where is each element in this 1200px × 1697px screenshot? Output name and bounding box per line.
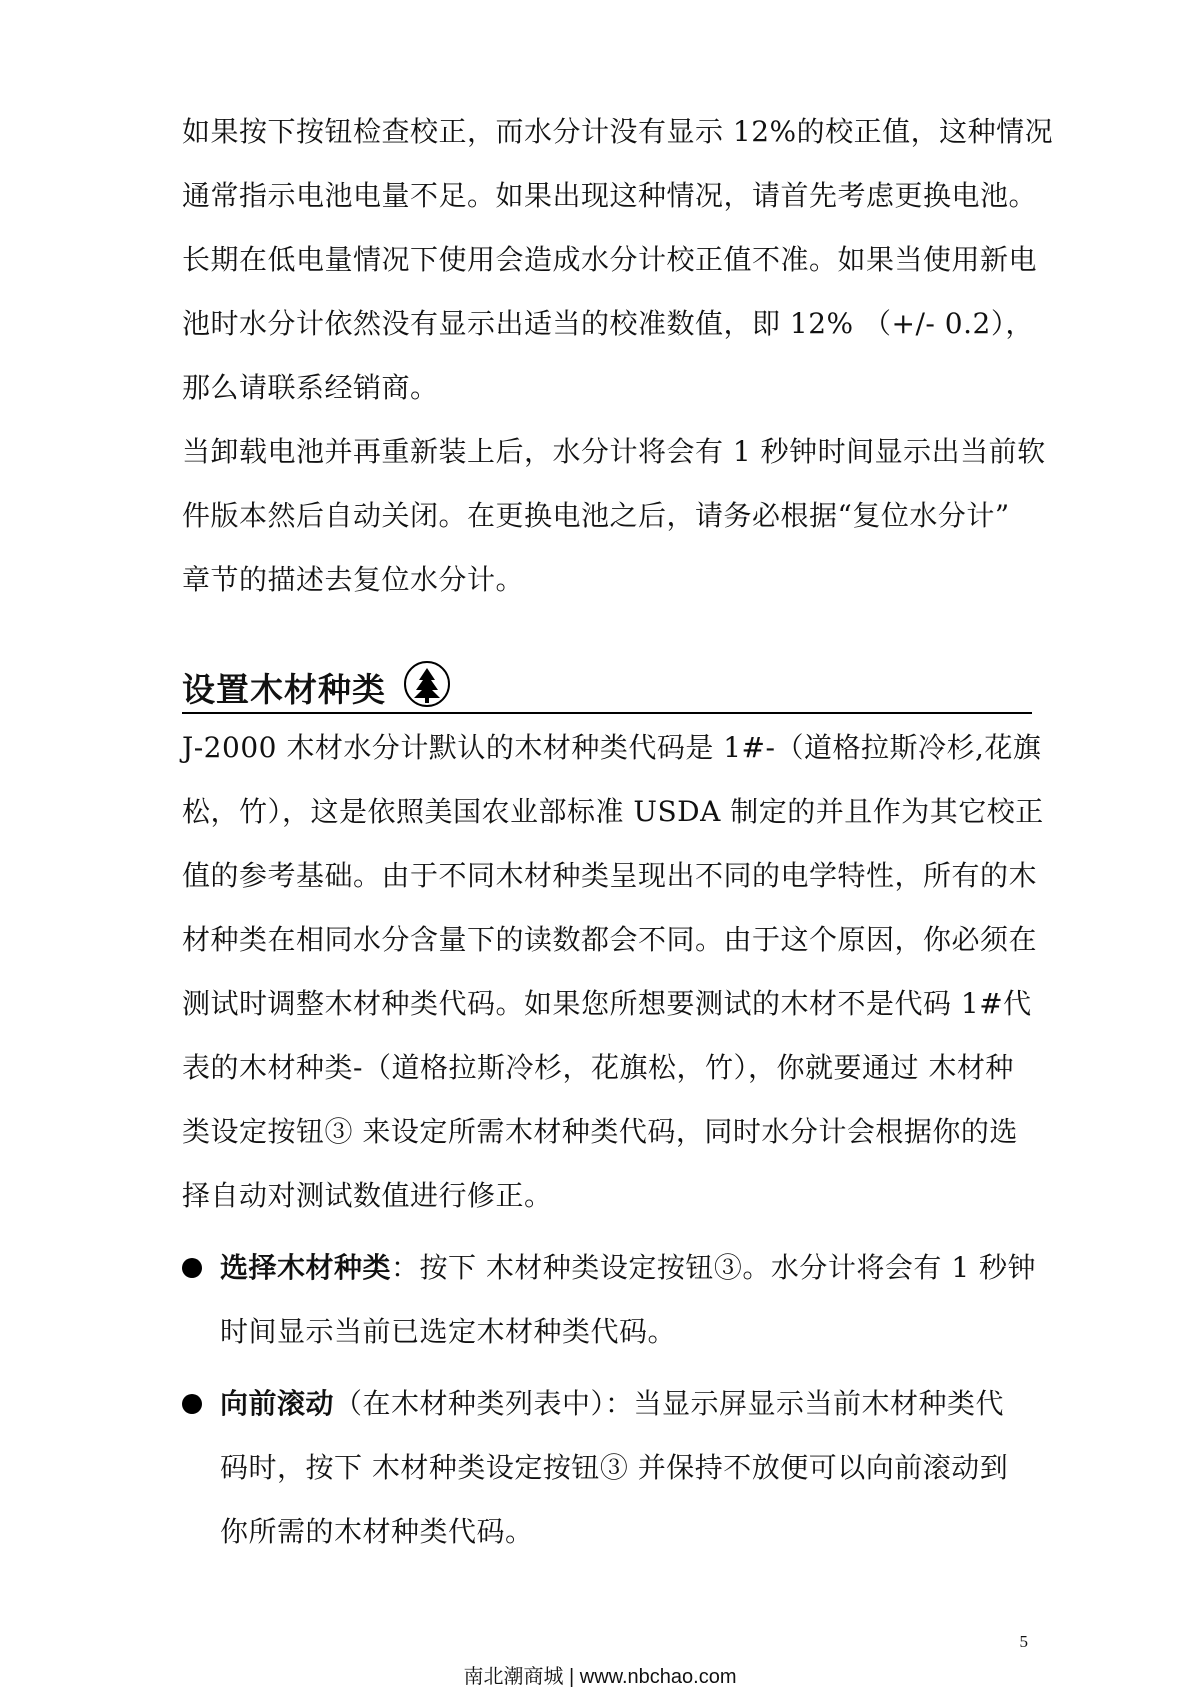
bullet-icon (182, 1394, 202, 1414)
text-line: J-2000 木材水分计默认的木材种类代码是 1#-（道格拉斯冷杉,花旗 (182, 731, 1042, 764)
intro-paragraph (182, 100, 1054, 612)
bullet-term: 选择木材种类 (220, 1251, 392, 1284)
text-line: 池时水分计依然没有显示出适当的校准数值，即 12% （+/- 0.2）， (182, 307, 1034, 340)
text-line: 当卸载电池并再重新装上后，水分计将会有 1 秒钟时间显示出当前软 (182, 435, 1046, 468)
text-line: 类设定按钮③ 来设定所需木材种类代码，同时水分计会根据你的选 (182, 1115, 1018, 1148)
text-line: 码时，按下 木材种类设定按钮③ 并保持不放便可以向前滚动到 (220, 1451, 1009, 1484)
tree-icon (403, 660, 451, 708)
bullet-icon (182, 1258, 202, 1278)
text-line: 长期在低电量情况下使用会造成水分计校正值不准。如果当使用新电 (182, 243, 1038, 276)
bullet-item (182, 1236, 1037, 1364)
text-line: 松，竹），这是依照美国农业部标准 USDA 制定的并且作为其它校正 (182, 795, 1044, 828)
text-line: 件版本然后自动关闭。在更换电池之后，请务必根据“复位水分计” (182, 499, 1010, 532)
section-title: 设置木材种类 (182, 670, 386, 709)
text-line: 章节的描述去复位水分计。 (182, 563, 525, 596)
text-line: 值的参考基础。由于不同木材种类呈现出不同的电学特性，所有的木 (182, 859, 1038, 892)
text-line: 择自动对测试数值进行修正。 (182, 1179, 553, 1212)
text-line: 通常指示电池电量不足。如果出现这种情况，请首先考虑更换电池。 (182, 179, 1038, 212)
section-body (182, 716, 1044, 1228)
bullet-first-line (220, 1372, 1032, 1436)
text-line: 你所需的木材种类代码。 (220, 1515, 534, 1548)
text-line: 材种类在相同水分含量下的读数都会不同。由于这个原因，你必须在 (182, 923, 1038, 956)
document-page (182, 100, 1054, 1564)
text-line: 表的木材种类-（道格拉斯冷杉，花旗松，竹），你就要通过 木材种 (182, 1051, 1014, 1084)
text-line: 时间显示当前已选定木材种类代码。 (220, 1315, 677, 1348)
bullet-text: ：按下 木材种类设定按钮③。水分计将会有 1 秒钟 (391, 1251, 1037, 1284)
footer-watermark: 南北潮商城 | www.nbchao.com (463, 1666, 737, 1688)
bullet-term: 向前滚动 (220, 1387, 335, 1420)
text-line: 如果按下按钮检查校正，而水分计没有显示 12%的校正值，这种情况 (182, 115, 1054, 148)
page-number: 5 (1019, 1632, 1028, 1651)
text-line: 测试时调整木材种类代码。如果您所想要测试的木材不是代码 1#代 (182, 987, 1032, 1020)
bullet-text: （在木材种类列表中）：当显示屏显示当前木材种类代 (334, 1387, 1005, 1420)
bullet-item (182, 1372, 1032, 1564)
bullet-first-line (220, 1236, 1037, 1300)
section-heading (182, 642, 1032, 714)
text-line: 那么请联系经销商。 (182, 371, 439, 404)
